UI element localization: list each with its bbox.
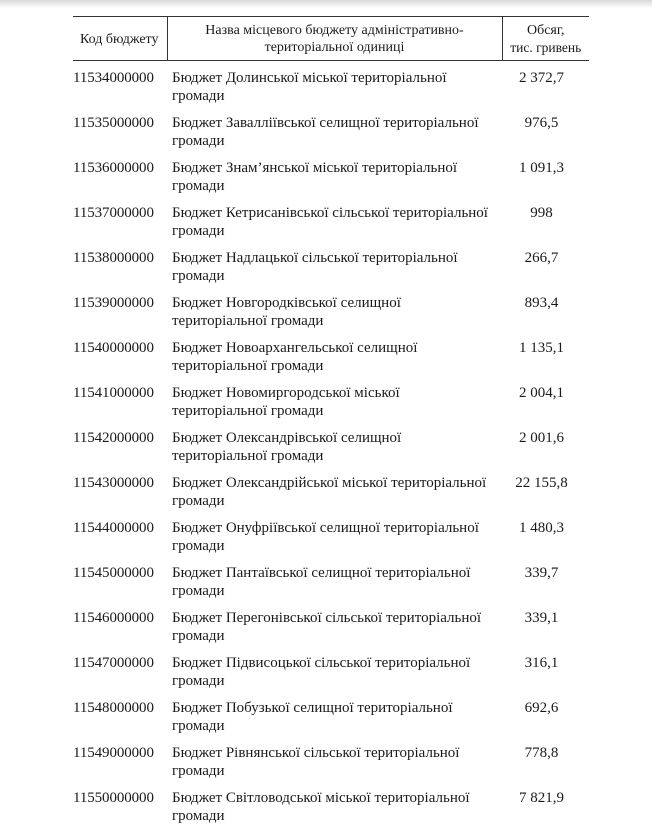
cell-amount: 893,4 <box>502 287 589 332</box>
cell-name: Бюджет Долинської міської територіальної громади <box>167 61 502 108</box>
header-amount-line1: Обсяг, <box>527 23 565 38</box>
cell-name: Бюджет Новоархангельської селищної територіальної громади <box>167 332 502 377</box>
cell-amount: 2 372,7 <box>502 61 589 108</box>
table-row <box>73 737 589 782</box>
cell-name: Бюджет Пантаївської селищної територіальної громади <box>167 557 502 602</box>
cell-code: 11550000000 <box>73 782 167 827</box>
cell-name: Бюджет Знам’янської міської територіальної громади <box>167 152 502 197</box>
table-row <box>73 287 589 332</box>
cell-code: 11544000000 <box>73 512 167 557</box>
table-row <box>73 107 589 152</box>
cell-code: 11542000000 <box>73 422 167 467</box>
table-row <box>73 152 589 197</box>
table-row <box>73 242 589 287</box>
cell-amount: 692,6 <box>502 692 589 737</box>
table-row <box>73 647 589 692</box>
header-row <box>73 17 589 61</box>
cell-amount: 1 091,3 <box>502 152 589 197</box>
cell-name: Бюджет Надлацької сільської територіальної громади <box>167 242 502 287</box>
cell-amount: 778,8 <box>502 737 589 782</box>
cell-code: 11548000000 <box>73 692 167 737</box>
cell-code: 11536000000 <box>73 152 167 197</box>
cell-amount: 316,1 <box>502 647 589 692</box>
cell-code: 11537000000 <box>73 197 167 242</box>
header-code: Код бюджету <box>73 17 167 61</box>
cell-name: Бюджет Підвисоцької сільської територіальної громади <box>167 647 502 692</box>
cell-name: Бюджет Рівнянської сільської територіальної громади <box>167 737 502 782</box>
table-row <box>73 61 589 108</box>
cell-amount: 998 <box>502 197 589 242</box>
cell-code: 11539000000 <box>73 287 167 332</box>
table-row <box>73 422 589 467</box>
cell-amount: 266,7 <box>502 242 589 287</box>
cell-code: 11546000000 <box>73 602 167 647</box>
table-row <box>73 332 589 377</box>
header-amount-line2: тис. гривень <box>506 39 587 56</box>
cell-amount: 2 001,6 <box>502 422 589 467</box>
cell-code: 11535000000 <box>73 107 167 152</box>
cell-code: 11540000000 <box>73 332 167 377</box>
cell-name: Бюджет Завалліївської селищної територіальної громади <box>167 107 502 152</box>
table-header <box>73 17 589 61</box>
header-name: Назва місцевого бюджету адміністративно-територіальної одиниці <box>167 17 502 61</box>
cell-code: 11541000000 <box>73 377 167 422</box>
cell-code: 11543000000 <box>73 467 167 512</box>
cell-amount: 7 821,9 <box>502 782 589 827</box>
cell-amount: 2 004,1 <box>502 377 589 422</box>
table-row <box>73 377 589 422</box>
table-row <box>73 197 589 242</box>
cell-amount: 1 480,3 <box>502 512 589 557</box>
table-row <box>73 467 589 512</box>
cell-amount: 339,1 <box>502 602 589 647</box>
table-row <box>73 557 589 602</box>
cell-code: 11534000000 <box>73 61 167 108</box>
cell-code: 11545000000 <box>73 557 167 602</box>
cell-name: Бюджет Новгородківської селищної територіальної громади <box>167 287 502 332</box>
table-row <box>73 602 589 647</box>
cell-name: Бюджет Олександрійської міської територіальної громади <box>167 467 502 512</box>
cell-name: Бюджет Світловодської міської територіальної громади <box>167 782 502 827</box>
table-row <box>73 782 589 827</box>
cell-name: Бюджет Кетрисанівської сільської територіальної громади <box>167 197 502 242</box>
cell-code: 11547000000 <box>73 647 167 692</box>
cell-name: Бюджет Перегонівської сільської територіальної громади <box>167 602 502 647</box>
cell-name: Бюджет Онуфріївської селищної територіальної громади <box>167 512 502 557</box>
cell-name: Бюджет Олександрівської селищної територіальної громади <box>167 422 502 467</box>
cell-amount: 976,5 <box>502 107 589 152</box>
budget-table <box>73 16 589 827</box>
cell-name: Бюджет Новомиргородської міської територіальної громади <box>167 377 502 422</box>
cell-name: Бюджет Побузької селищної територіальної громади <box>167 692 502 737</box>
header-amount <box>502 17 589 61</box>
cell-amount: 1 135,1 <box>502 332 589 377</box>
cell-code: 11549000000 <box>73 737 167 782</box>
table-body <box>73 61 589 827</box>
cell-amount: 339,7 <box>502 557 589 602</box>
cell-code: 11538000000 <box>73 242 167 287</box>
page-top-shadow <box>0 0 652 8</box>
table-row <box>73 692 589 737</box>
cell-amount: 22 155,8 <box>502 467 589 512</box>
table-row <box>73 512 589 557</box>
